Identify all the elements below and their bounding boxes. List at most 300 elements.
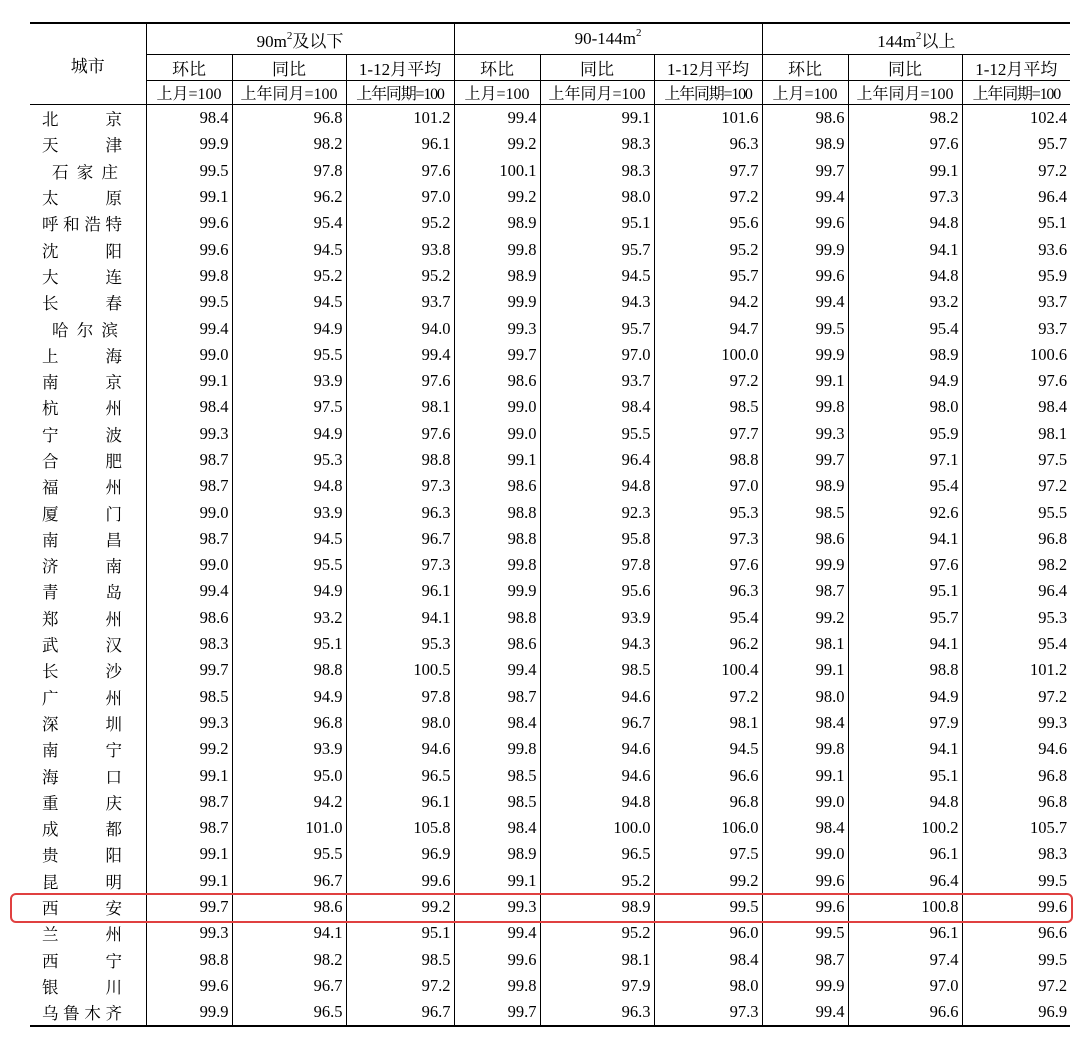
value-cell: 97.6 bbox=[654, 552, 762, 578]
value-cell: 98.6 bbox=[454, 368, 540, 394]
value-cell: 98.4 bbox=[146, 105, 232, 132]
city-char: 武 bbox=[42, 636, 59, 656]
table-row bbox=[30, 868, 1070, 894]
value-cell: 96.6 bbox=[848, 999, 962, 1026]
value-cell: 99.0 bbox=[454, 421, 540, 447]
city-char: 津 bbox=[105, 136, 122, 156]
value-cell: 99.0 bbox=[146, 499, 232, 525]
city-char: 广 bbox=[42, 688, 59, 708]
value-cell: 98.3 bbox=[962, 841, 1070, 867]
value-cell: 95.7 bbox=[848, 605, 962, 631]
group-header-medium: $90-144m^2$ bbox=[454, 23, 762, 55]
value-cell: 100.8 bbox=[848, 894, 962, 920]
value-cell: 96.1 bbox=[346, 789, 454, 815]
city-char: 州 bbox=[105, 478, 122, 498]
value-cell: 99.7 bbox=[454, 342, 540, 368]
value-cell: 94.8 bbox=[232, 473, 346, 499]
value-cell: 98.5 bbox=[454, 789, 540, 815]
value-cell: 95.3 bbox=[962, 605, 1070, 631]
value-cell: 100.4 bbox=[654, 657, 762, 683]
price-index-table bbox=[30, 22, 1070, 1027]
city-char: 州 bbox=[105, 609, 122, 629]
city-char: 滨 bbox=[101, 320, 118, 340]
table-row bbox=[30, 999, 1070, 1026]
value-cell: 99.8 bbox=[454, 973, 540, 999]
value-cell: 94.1 bbox=[232, 920, 346, 946]
city-char: 州 bbox=[105, 688, 122, 708]
value-cell: 99.2 bbox=[762, 605, 848, 631]
city-cell bbox=[30, 210, 146, 236]
city-cell bbox=[30, 841, 146, 867]
sub-header-g2-0: 环比 bbox=[762, 55, 848, 81]
value-cell: 98.9 bbox=[762, 473, 848, 499]
value-cell: 99.1 bbox=[454, 447, 540, 473]
value-cell: 96.0 bbox=[654, 920, 762, 946]
city-cell bbox=[30, 999, 146, 1026]
value-cell: 94.1 bbox=[848, 631, 962, 657]
value-cell: 98.8 bbox=[146, 947, 232, 973]
value-cell: 94.9 bbox=[232, 684, 346, 710]
value-cell: 97.0 bbox=[848, 973, 962, 999]
value-cell: 98.9 bbox=[454, 210, 540, 236]
value-cell: 97.2 bbox=[962, 473, 1070, 499]
value-cell: 98.7 bbox=[146, 447, 232, 473]
value-cell: 99.0 bbox=[146, 552, 232, 578]
value-cell: 96.3 bbox=[654, 131, 762, 157]
table-row bbox=[30, 947, 1070, 973]
city-char: 尔 bbox=[76, 320, 94, 340]
value-cell: 98.6 bbox=[762, 526, 848, 552]
value-cell: 98.2 bbox=[232, 131, 346, 157]
city-cell bbox=[30, 578, 146, 604]
value-cell: 95.7 bbox=[654, 263, 762, 289]
value-cell: 97.7 bbox=[654, 421, 762, 447]
table-row bbox=[30, 841, 1070, 867]
value-cell: 95.4 bbox=[232, 210, 346, 236]
value-cell: 99.1 bbox=[762, 368, 848, 394]
value-cell: 96.3 bbox=[540, 999, 654, 1026]
value-cell: 97.6 bbox=[346, 368, 454, 394]
value-cell: 94.9 bbox=[848, 684, 962, 710]
basis-header-g1-1: 上年同月=100 bbox=[540, 81, 654, 105]
value-cell: 99.5 bbox=[962, 868, 1070, 894]
value-cell: 99.8 bbox=[762, 736, 848, 762]
value-cell: 95.5 bbox=[232, 342, 346, 368]
value-cell: 94.8 bbox=[540, 473, 654, 499]
value-cell: 97.6 bbox=[962, 368, 1070, 394]
sub-header-g1-1: 同比 bbox=[540, 55, 654, 81]
value-cell: 96.7 bbox=[346, 999, 454, 1026]
value-cell: 98.4 bbox=[454, 815, 540, 841]
value-cell: 96.8 bbox=[654, 789, 762, 815]
value-cell: 94.0 bbox=[346, 315, 454, 341]
city-char: 州 bbox=[105, 925, 122, 945]
value-cell: 99.1 bbox=[540, 105, 654, 132]
table-row bbox=[30, 552, 1070, 578]
city-cell bbox=[30, 631, 146, 657]
city-cell bbox=[30, 105, 146, 132]
value-cell: 99.9 bbox=[762, 342, 848, 368]
table-row bbox=[30, 421, 1070, 447]
value-cell: 96.3 bbox=[654, 578, 762, 604]
city-cell bbox=[30, 368, 146, 394]
value-cell: 96.7 bbox=[346, 526, 454, 552]
value-cell: 99.7 bbox=[454, 999, 540, 1026]
sub-header-g1-2: 1-12月平均 bbox=[654, 55, 762, 81]
value-cell: 95.2 bbox=[654, 236, 762, 262]
sub-header-g2-1: 同比 bbox=[848, 55, 962, 81]
city-char: 齐 bbox=[105, 1004, 122, 1024]
city-char: 太 bbox=[42, 189, 59, 209]
table-row bbox=[30, 973, 1070, 999]
table-row bbox=[30, 894, 1070, 920]
value-cell: 99.0 bbox=[762, 841, 848, 867]
price-index-table-container bbox=[30, 22, 1070, 1027]
value-cell: 98.1 bbox=[654, 710, 762, 736]
value-cell: 95.2 bbox=[540, 868, 654, 894]
value-cell: 99.1 bbox=[146, 841, 232, 867]
city-char: 宁 bbox=[105, 951, 122, 971]
value-cell: 94.2 bbox=[654, 289, 762, 315]
city-cell bbox=[30, 158, 146, 184]
basis-header-g2-2: 上年同期=100 bbox=[962, 81, 1070, 105]
value-cell: 99.0 bbox=[762, 789, 848, 815]
table-row bbox=[30, 289, 1070, 315]
value-cell: 97.2 bbox=[346, 973, 454, 999]
city-char: 京 bbox=[105, 373, 122, 393]
value-cell: 95.2 bbox=[346, 263, 454, 289]
table-row bbox=[30, 473, 1070, 499]
city-cell bbox=[30, 421, 146, 447]
value-cell: 98.4 bbox=[762, 710, 848, 736]
basis-header-g1-0: 上月=100 bbox=[454, 81, 540, 105]
city-char: 安 bbox=[105, 899, 122, 919]
value-cell: 99.4 bbox=[146, 578, 232, 604]
value-cell: 99.3 bbox=[146, 710, 232, 736]
value-cell: 99.9 bbox=[454, 289, 540, 315]
city-char: 和 bbox=[63, 215, 80, 235]
city-cell bbox=[30, 473, 146, 499]
value-cell: 94.7 bbox=[654, 315, 762, 341]
city-char: 宁 bbox=[105, 741, 122, 761]
sub-header-g1-0: 环比 bbox=[454, 55, 540, 81]
value-cell: 94.6 bbox=[962, 736, 1070, 762]
city-char: 合 bbox=[42, 452, 59, 471]
value-cell: 98.1 bbox=[346, 394, 454, 420]
value-cell: 99.6 bbox=[762, 210, 848, 236]
value-cell: 99.6 bbox=[346, 868, 454, 894]
value-cell: 99.6 bbox=[146, 236, 232, 262]
value-cell: 93.7 bbox=[346, 289, 454, 315]
value-cell: 97.6 bbox=[848, 131, 962, 157]
value-cell: 95.6 bbox=[540, 578, 654, 604]
city-char: 明 bbox=[105, 872, 122, 892]
value-cell: 98.3 bbox=[540, 131, 654, 157]
table-row bbox=[30, 762, 1070, 788]
table-row bbox=[30, 315, 1070, 341]
city-char: 成 bbox=[42, 820, 59, 840]
city-char: 阳 bbox=[105, 846, 122, 866]
city-char: 昆 bbox=[42, 872, 59, 892]
value-cell: 94.9 bbox=[232, 315, 346, 341]
value-cell: 98.4 bbox=[146, 394, 232, 420]
value-cell: 94.1 bbox=[848, 736, 962, 762]
value-cell: 99.8 bbox=[454, 552, 540, 578]
value-cell: 99.5 bbox=[762, 315, 848, 341]
table-row bbox=[30, 789, 1070, 815]
table-row bbox=[30, 710, 1070, 736]
value-cell: 96.2 bbox=[232, 184, 346, 210]
value-cell: 99.4 bbox=[762, 289, 848, 315]
value-cell: 99.9 bbox=[146, 131, 232, 157]
value-cell: 99.0 bbox=[454, 394, 540, 420]
value-cell: 97.7 bbox=[654, 158, 762, 184]
value-cell: 94.8 bbox=[540, 789, 654, 815]
value-cell: 96.2 bbox=[654, 631, 762, 657]
value-cell: 98.7 bbox=[762, 578, 848, 604]
value-cell: 99.4 bbox=[762, 184, 848, 210]
value-cell: 94.9 bbox=[232, 421, 346, 447]
city-cell bbox=[30, 289, 146, 315]
city-char: 哈 bbox=[52, 320, 69, 340]
value-cell: 98.5 bbox=[654, 394, 762, 420]
value-cell: 98.8 bbox=[232, 657, 346, 683]
value-cell: 99.4 bbox=[454, 657, 540, 683]
city-char: 鲁 bbox=[63, 1004, 80, 1024]
city-cell bbox=[30, 684, 146, 710]
city-char: 庄 bbox=[101, 162, 118, 182]
value-cell: 94.6 bbox=[540, 684, 654, 710]
city-cell bbox=[30, 947, 146, 973]
value-cell: 100.0 bbox=[654, 342, 762, 368]
value-cell: 98.9 bbox=[454, 263, 540, 289]
value-cell: 99.2 bbox=[146, 736, 232, 762]
city-char: 沙 bbox=[105, 662, 122, 682]
city-cell bbox=[30, 552, 146, 578]
value-cell: 98.1 bbox=[962, 421, 1070, 447]
value-cell: 94.1 bbox=[848, 236, 962, 262]
value-cell: 96.8 bbox=[232, 105, 346, 132]
value-cell: 99.2 bbox=[454, 131, 540, 157]
basis-header-g2-0: 上月=100 bbox=[762, 81, 848, 105]
value-cell: 98.8 bbox=[454, 526, 540, 552]
value-cell: 99.2 bbox=[654, 868, 762, 894]
value-cell: 96.7 bbox=[232, 973, 346, 999]
value-cell: 98.7 bbox=[762, 947, 848, 973]
value-cell: 97.6 bbox=[848, 552, 962, 578]
value-cell: 99.1 bbox=[146, 868, 232, 894]
value-cell: 98.7 bbox=[454, 684, 540, 710]
value-cell: 99.9 bbox=[762, 236, 848, 262]
value-cell: 97.8 bbox=[540, 552, 654, 578]
value-cell: 93.9 bbox=[232, 368, 346, 394]
value-cell: 96.5 bbox=[540, 841, 654, 867]
value-cell: 95.3 bbox=[346, 631, 454, 657]
value-cell: 96.1 bbox=[346, 578, 454, 604]
value-cell: 98.5 bbox=[346, 947, 454, 973]
sub-header-g0-0: 环比 bbox=[146, 55, 232, 81]
value-cell: 98.9 bbox=[848, 342, 962, 368]
value-cell: 96.6 bbox=[654, 762, 762, 788]
value-cell: 99.7 bbox=[146, 657, 232, 683]
value-cell: 96.4 bbox=[962, 184, 1070, 210]
value-cell: 95.1 bbox=[848, 578, 962, 604]
value-cell: 101.0 bbox=[232, 815, 346, 841]
value-cell: 99.8 bbox=[454, 236, 540, 262]
city-cell bbox=[30, 973, 146, 999]
value-cell: 99.6 bbox=[762, 263, 848, 289]
value-cell: 101.2 bbox=[962, 657, 1070, 683]
value-cell: 99.2 bbox=[454, 184, 540, 210]
value-cell: 95.1 bbox=[540, 210, 654, 236]
city-char: 岛 bbox=[105, 583, 122, 603]
value-cell: 94.5 bbox=[232, 236, 346, 262]
value-cell: 96.7 bbox=[540, 710, 654, 736]
value-cell: 99.3 bbox=[454, 894, 540, 920]
value-cell: 98.9 bbox=[454, 841, 540, 867]
value-cell: 98.0 bbox=[848, 394, 962, 420]
value-cell: 97.2 bbox=[962, 158, 1070, 184]
value-cell: 100.1 bbox=[454, 158, 540, 184]
value-cell: 95.3 bbox=[232, 447, 346, 473]
value-cell: 95.5 bbox=[232, 841, 346, 867]
table-row bbox=[30, 184, 1070, 210]
value-cell: 98.5 bbox=[146, 684, 232, 710]
table-row bbox=[30, 526, 1070, 552]
city-cell bbox=[30, 815, 146, 841]
value-cell: 99.8 bbox=[454, 736, 540, 762]
city-char: 南 bbox=[42, 530, 59, 550]
value-cell: 94.9 bbox=[232, 578, 346, 604]
city-char: 连 bbox=[105, 267, 122, 287]
table-row bbox=[30, 342, 1070, 368]
table-row bbox=[30, 920, 1070, 946]
value-cell: 97.4 bbox=[848, 947, 962, 973]
value-cell: 105.7 bbox=[962, 815, 1070, 841]
value-cell: 99.7 bbox=[146, 894, 232, 920]
city-char: 银 bbox=[42, 977, 59, 997]
table-row bbox=[30, 657, 1070, 683]
value-cell: 94.1 bbox=[346, 605, 454, 631]
value-cell: 98.2 bbox=[232, 947, 346, 973]
value-cell: 96.8 bbox=[962, 526, 1070, 552]
value-cell: 99.9 bbox=[146, 999, 232, 1026]
value-cell: 95.2 bbox=[540, 920, 654, 946]
value-cell: 98.4 bbox=[454, 710, 540, 736]
value-cell: 93.2 bbox=[848, 289, 962, 315]
table-row bbox=[30, 605, 1070, 631]
value-cell: 106.0 bbox=[654, 815, 762, 841]
value-cell: 96.4 bbox=[962, 578, 1070, 604]
value-cell: 95.6 bbox=[654, 210, 762, 236]
value-cell: 98.9 bbox=[540, 894, 654, 920]
value-cell: 99.5 bbox=[762, 920, 848, 946]
city-cell bbox=[30, 315, 146, 341]
value-cell: 98.4 bbox=[540, 394, 654, 420]
value-cell: 95.8 bbox=[540, 526, 654, 552]
value-cell: 99.9 bbox=[454, 578, 540, 604]
value-cell: 96.8 bbox=[232, 710, 346, 736]
value-cell: 95.9 bbox=[848, 421, 962, 447]
value-cell: 96.1 bbox=[848, 920, 962, 946]
value-cell: 96.6 bbox=[962, 920, 1070, 946]
group-header-large: $144m^2$以上 bbox=[762, 23, 1070, 55]
value-cell: 95.4 bbox=[962, 631, 1070, 657]
basis-header-g0-2: 上年同期=100 bbox=[346, 81, 454, 105]
value-cell: 95.1 bbox=[232, 631, 346, 657]
table-row bbox=[30, 578, 1070, 604]
sub-header-g0-1: 同比 bbox=[232, 55, 346, 81]
city-cell bbox=[30, 736, 146, 762]
city-char: 州 bbox=[105, 399, 122, 419]
table-row bbox=[30, 631, 1070, 657]
value-cell: 93.9 bbox=[232, 499, 346, 525]
value-cell: 93.9 bbox=[232, 736, 346, 762]
city-char: 兰 bbox=[42, 925, 59, 945]
city-char: 汉 bbox=[105, 636, 122, 656]
value-cell: 100.5 bbox=[346, 657, 454, 683]
value-cell: 98.5 bbox=[762, 499, 848, 525]
city-char: 上 bbox=[42, 346, 59, 366]
value-cell: 100.6 bbox=[962, 342, 1070, 368]
city-char: 南 bbox=[42, 373, 59, 393]
city-cell bbox=[30, 184, 146, 210]
value-cell: 98.5 bbox=[540, 657, 654, 683]
city-char: 家 bbox=[76, 162, 94, 182]
value-cell: 98.0 bbox=[762, 684, 848, 710]
value-cell: 99.2 bbox=[346, 894, 454, 920]
city-char: 石 bbox=[52, 162, 69, 182]
value-cell: 96.9 bbox=[962, 999, 1070, 1026]
value-cell: 99.1 bbox=[762, 762, 848, 788]
value-cell: 95.5 bbox=[540, 421, 654, 447]
city-char: 口 bbox=[105, 767, 122, 787]
value-cell: 95.5 bbox=[962, 499, 1070, 525]
value-cell: 95.2 bbox=[346, 210, 454, 236]
value-cell: 97.9 bbox=[540, 973, 654, 999]
table-row bbox=[30, 105, 1070, 132]
city-char: 长 bbox=[42, 662, 59, 682]
city-char: 南 bbox=[105, 557, 122, 577]
value-cell: 94.3 bbox=[540, 289, 654, 315]
value-cell: 98.5 bbox=[454, 762, 540, 788]
value-cell: 99.1 bbox=[146, 762, 232, 788]
city-char: 庆 bbox=[105, 793, 122, 813]
value-cell: 95.4 bbox=[848, 473, 962, 499]
city-char: 深 bbox=[42, 714, 59, 734]
value-cell: 97.3 bbox=[346, 473, 454, 499]
value-cell: 94.6 bbox=[540, 762, 654, 788]
value-cell: 95.2 bbox=[232, 263, 346, 289]
value-cell: 94.8 bbox=[848, 210, 962, 236]
value-cell: 95.5 bbox=[232, 552, 346, 578]
city-char: 圳 bbox=[105, 714, 122, 734]
value-cell: 99.6 bbox=[762, 868, 848, 894]
value-cell: 94.5 bbox=[654, 736, 762, 762]
value-cell: 96.4 bbox=[540, 447, 654, 473]
basis-header-g0-1: 上年同月=100 bbox=[232, 81, 346, 105]
value-cell: 94.2 bbox=[232, 789, 346, 815]
table-row bbox=[30, 499, 1070, 525]
value-cell: 98.4 bbox=[762, 815, 848, 841]
value-cell: 97.6 bbox=[346, 421, 454, 447]
city-cell bbox=[30, 894, 146, 920]
value-cell: 98.0 bbox=[346, 710, 454, 736]
value-cell: 97.2 bbox=[962, 973, 1070, 999]
value-cell: 98.8 bbox=[346, 447, 454, 473]
city-char: 海 bbox=[42, 767, 59, 787]
value-cell: 97.8 bbox=[232, 158, 346, 184]
